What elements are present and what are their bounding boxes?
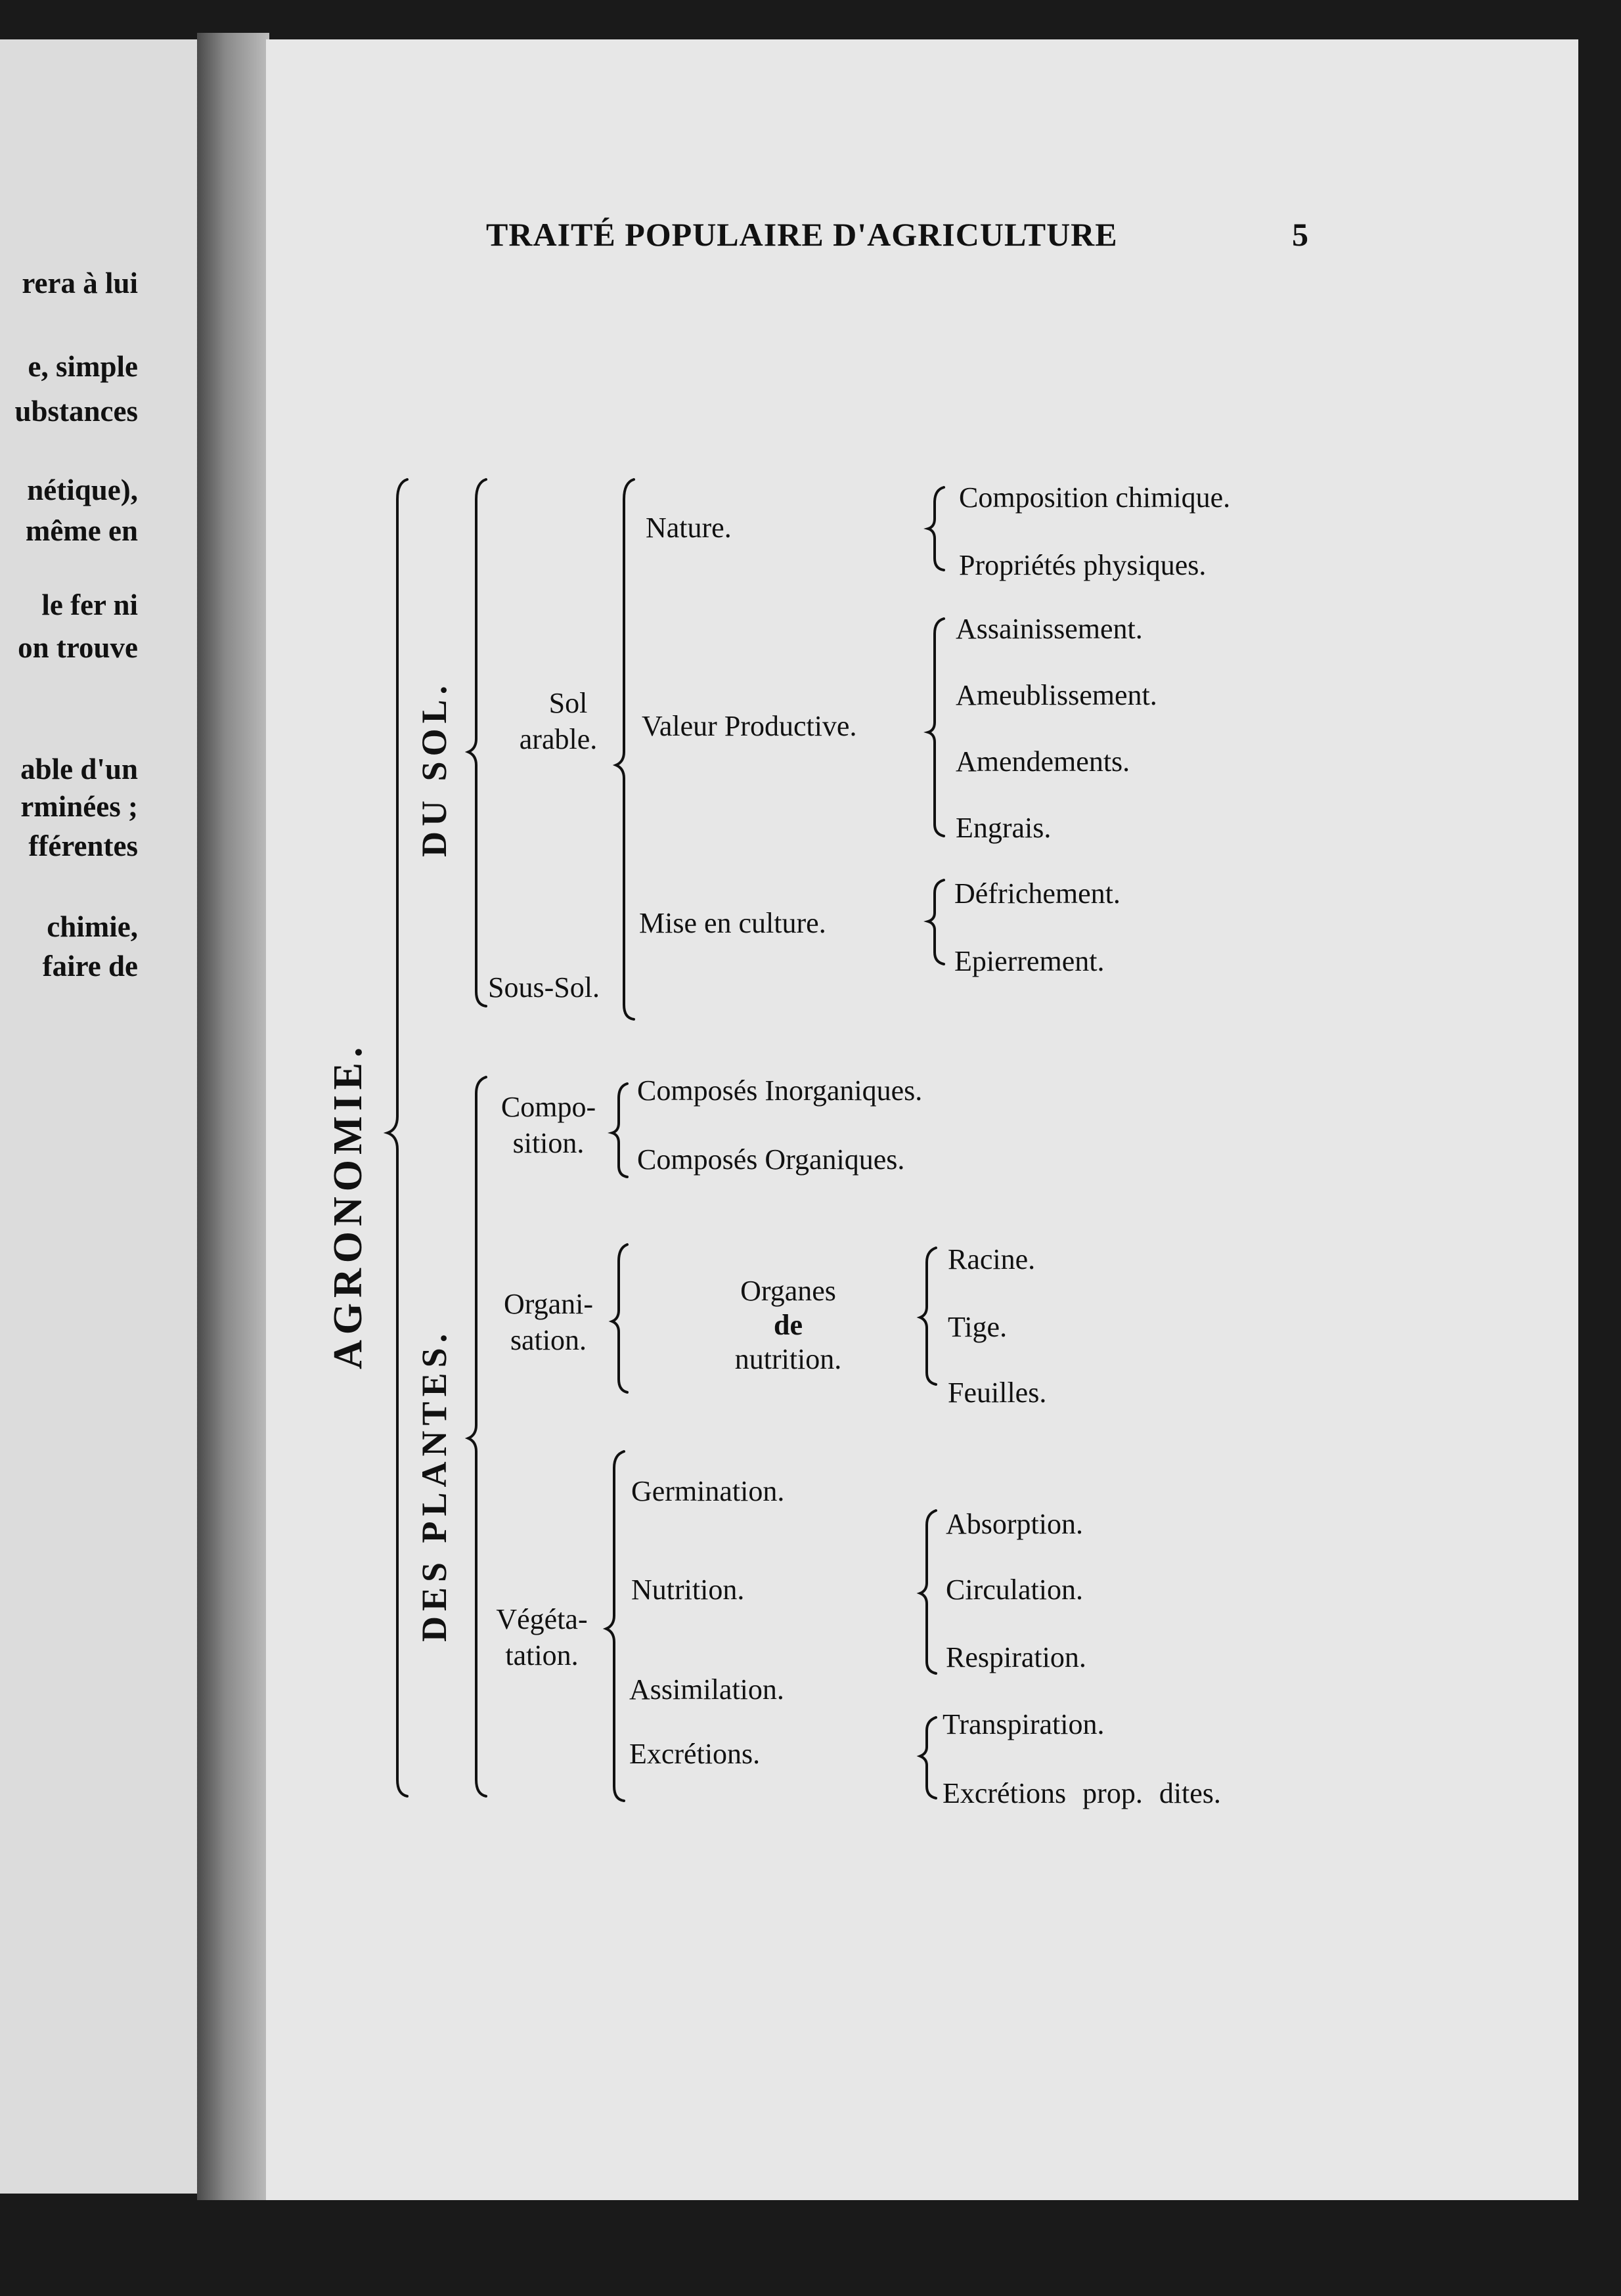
brace-du-sol — [468, 479, 486, 1006]
left-page-line: e, simple — [28, 350, 138, 383]
left-page-line: faire de — [42, 950, 138, 982]
page-number: 5 — [1292, 216, 1309, 253]
item-composition-chimique: Composition chimique. — [959, 481, 1231, 514]
item-composes-inorganiques: Composés Inorganiques. — [637, 1074, 923, 1107]
left-page-line: able d'un — [20, 753, 138, 785]
brace-agronomie — [388, 479, 407, 1796]
item-racine: Racine. — [948, 1243, 1036, 1275]
item-ameublissement: Ameublissement. — [956, 679, 1157, 711]
brace-des-plantes — [468, 1077, 486, 1796]
brace-nutrition — [920, 1511, 936, 1673]
label-agronomie: AGRONOMIE. — [326, 1042, 370, 1369]
label-sous-sol: Sous-Sol. — [488, 971, 600, 1004]
label-germination: Germination. — [631, 1475, 785, 1507]
label-arable: arable. — [519, 723, 598, 755]
brace-composition — [612, 1084, 627, 1177]
outline-braces — [266, 39, 1578, 2200]
left-page-line: chimie, — [47, 910, 138, 943]
label-vegeta: Végéta- — [496, 1603, 588, 1635]
item-proprietes-physiques: Propriétés physiques. — [959, 549, 1207, 581]
book-page — [266, 39, 1578, 2200]
item-absorption: Absorption. — [946, 1508, 1083, 1540]
left-page-line: le fer ni — [41, 588, 138, 621]
left-page-line: fférentes — [28, 829, 138, 862]
left-page-line: on trouve — [18, 631, 138, 664]
item-amendements: Amendements. — [956, 745, 1130, 778]
left-page-line: même en — [25, 514, 138, 547]
brace-organisation — [612, 1245, 627, 1392]
left-page-line: rera à lui — [22, 267, 138, 299]
label-des-plantes: DES PLANTES. — [414, 1328, 454, 1642]
item-assainissement: Assainissement. — [956, 613, 1143, 645]
label-organes: Organes — [740, 1275, 836, 1307]
item-engrais: Engrais. — [956, 812, 1052, 844]
label-organi: Organi- — [503, 1288, 594, 1320]
left-page-line: ubstances — [14, 395, 138, 428]
label-sition: sition. — [512, 1127, 585, 1159]
label-sation: sation. — [510, 1324, 587, 1356]
label-excretions: Excrétions. — [629, 1738, 761, 1770]
item-defrichement: Défrichement. — [954, 877, 1121, 910]
running-header-title: TRAITÉ POPULAIRE D'AGRICULTURE — [486, 216, 1118, 253]
label-nature: Nature. — [646, 512, 732, 544]
item-composes-organiques: Composés Organiques. — [637, 1143, 905, 1176]
label-mise-en-culture: Mise en culture. — [639, 907, 826, 939]
brace-mise-en-culture — [928, 880, 944, 964]
left-page-line: rminées ; — [20, 790, 138, 823]
label-assimilation: Assimilation. — [629, 1673, 784, 1706]
label-nutrition-organes: nutrition. — [734, 1343, 842, 1375]
brace-excretions — [920, 1717, 936, 1798]
label-sol: Sol — [548, 687, 588, 719]
item-circulation: Circulation. — [946, 1574, 1083, 1606]
item-feuilles: Feuilles. — [948, 1377, 1047, 1409]
item-transpiration: Transpiration. — [943, 1708, 1105, 1740]
brace-organes — [920, 1248, 936, 1384]
item-respiration: Respiration. — [946, 1641, 1086, 1673]
brace-valeur-productive — [928, 619, 944, 836]
label-de: de — [774, 1309, 803, 1341]
item-excretions-prop-dites: Excrétions prop. dites. — [943, 1777, 1221, 1809]
label-du-sol: DU SOL. — [414, 680, 454, 857]
label-tation: tation. — [505, 1639, 579, 1671]
brace-sol-arable — [616, 479, 634, 1019]
label-nutrition: Nutrition. — [631, 1574, 745, 1606]
left-page-line: nétique), — [27, 474, 138, 506]
label-valeur-productive: Valeur Productive. — [642, 710, 857, 742]
item-epierrement: Epierrement. — [954, 945, 1105, 977]
item-tige: Tige. — [948, 1311, 1008, 1343]
label-compo: Compo- — [500, 1091, 596, 1123]
left-facing-page — [0, 39, 197, 2194]
brace-nature — [928, 487, 944, 570]
book-gutter — [197, 33, 269, 2200]
brace-vegetation — [606, 1451, 624, 1801]
